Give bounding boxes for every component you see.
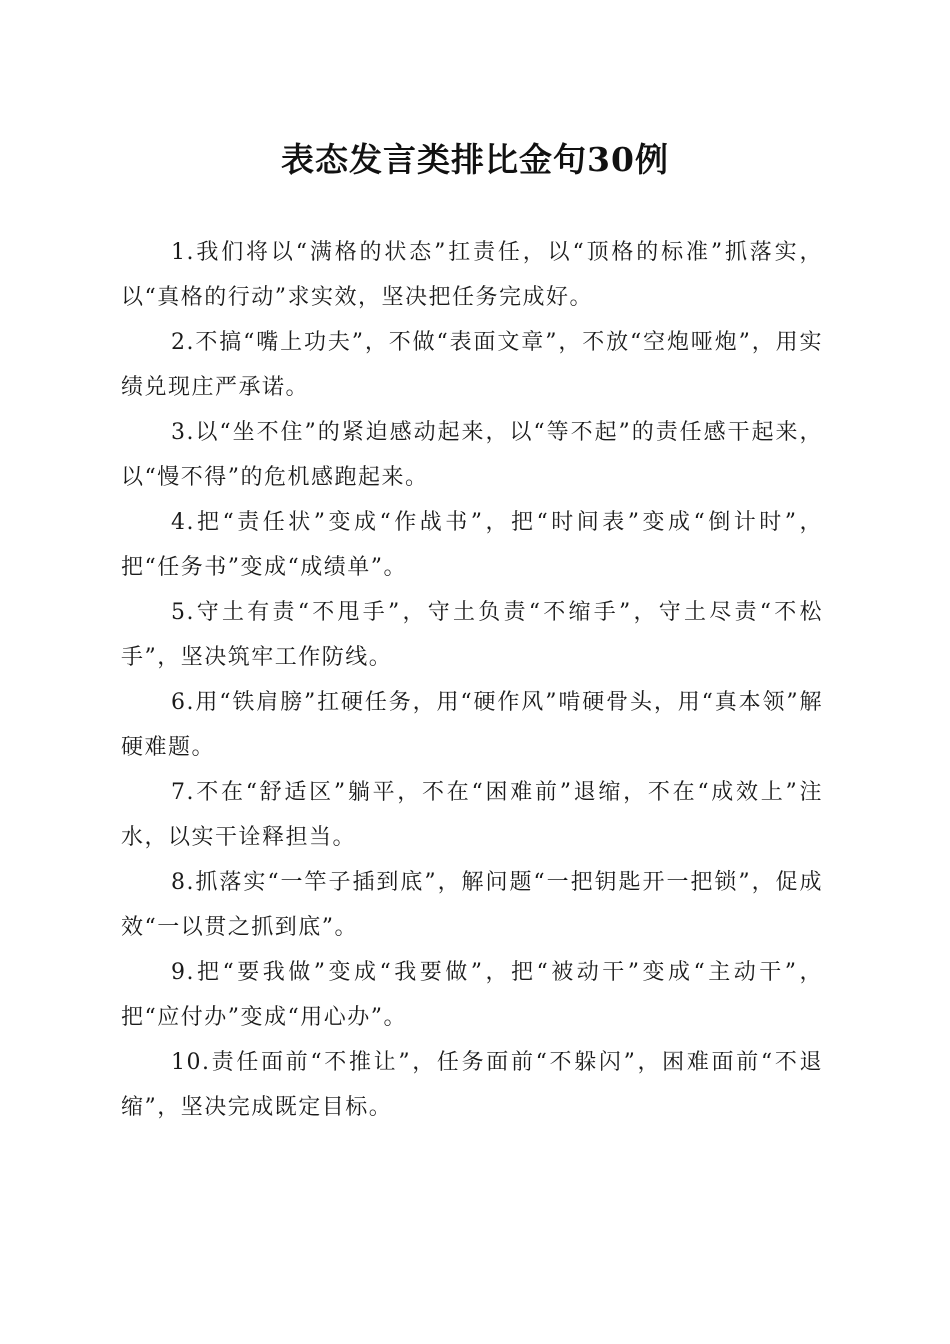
- paragraph: 1.我们将以“满格的状态”扛责任，以“顶格的标准”抓落实，以“真格的行动”求实效，坚决把任务完成好。: [121, 240, 823, 310]
- paragraph: 6.用“铁肩膀”扛硬任务，用“硬作风”啃硬骨头，用“真本领”解硬难题。: [121, 690, 823, 760]
- paragraph: 3.以“坐不住”的紧迫感动起来，以“等不起”的责任感干起来，以“慢不得”的危机感跑起来。: [121, 420, 823, 490]
- paragraph: 2.不搞“嘴上功夫”，不做“表面文章”，不放“空炮哑炮”，用实绩兑现庄严承诺。: [121, 330, 823, 400]
- paragraph: 4.把“责任状”变成“作战书”，把“时间表”变成“倒计时”，把“任务书”变成“成绩单”。: [121, 510, 823, 580]
- document-body: [121, 230, 823, 1130]
- paragraph: 8.抓落实“一竿子插到底”，解问题“一把钥匙开一把锁”，促成效“一以贯之抓到底”。: [121, 870, 823, 940]
- document-title: 表态发言类排比金句30例: [281, 140, 669, 179]
- paragraph: 5.守土有责“不甩手”，守土负责“不缩手”，守土尽责“不松手”，坚决筑牢工作防线。: [121, 600, 823, 670]
- paragraph: 10.责任面前“不推让”，任务面前“不躲闪”，困难面前“不退缩”，坚决完成既定目标。: [121, 1050, 823, 1120]
- paragraph: 9.把“要我做”变成“我要做”，把“被动干”变成“主动干”，把“应付办”变成“用心办”。: [121, 960, 823, 1030]
- paragraph: 7.不在“舒适区”躺平，不在“困难前”退缩，不在“成效上”注水，以实干诠释担当。: [121, 780, 823, 850]
